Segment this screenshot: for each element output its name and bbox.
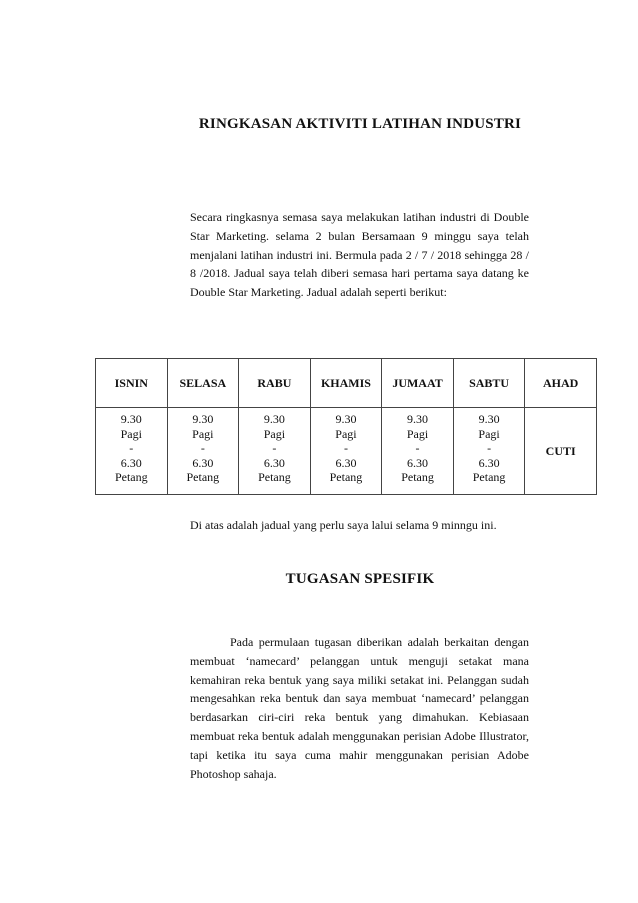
schedule-note: Di atas adalah jadual yang perlu saya lalui selama 9 minngu ini. <box>190 518 497 532</box>
time-end: 6.30 <box>335 455 357 470</box>
day-header: KHAMIS <box>310 359 382 408</box>
time-cell <box>382 408 454 495</box>
time-start: 9.30 <box>407 412 429 426</box>
task-paragraph: Pada permulaan tugasan diberikan adalah berkaitan dengan membuat ‘namecard’ pelanggan untuk menguji setakat mana kemahiran reka bentuk yang saya miliki setakat ini. Pelanggan sudah mengesahkan reka bentuk dan saya membuat ‘namecard’ pelanggan berdasarkan ciri-ciri reka bentuk yang dimahukan. Kebiasaan membuat reka bentuk adalah menggunakan perisian Adobe Illustrator, tapi ketika itu saya cuma mahir menggunakan perisian Adobe Photoshop sahaja. <box>190 635 529 781</box>
time-start: 9.30 <box>120 412 142 426</box>
day-header: SABTU <box>453 359 525 408</box>
section-title: TUGASAN SPESIFIK <box>285 571 435 587</box>
time-end-period: Petang <box>114 470 148 485</box>
time-end-period: Petang <box>186 470 220 485</box>
time-start: 9.30 <box>192 412 214 426</box>
day-header: RABU <box>239 359 311 408</box>
time-end-period: Petang <box>329 470 363 485</box>
schedule-table <box>95 358 597 495</box>
time-end: 6.30 <box>120 455 142 470</box>
time-start-period: Pagi <box>335 426 357 441</box>
schedule-header-row <box>96 359 597 408</box>
time-separator: - <box>272 441 277 456</box>
day-header: AHAD <box>525 359 597 408</box>
time-end: 6.30 <box>478 455 500 470</box>
day-header: ISNIN <box>96 359 168 408</box>
time-end-period: Petang <box>401 470 434 485</box>
day-header: SELASA <box>167 359 239 408</box>
time-start-period: Pagi <box>478 426 500 441</box>
time-separator: - <box>415 441 420 456</box>
time-start-period: Pagi <box>192 426 214 441</box>
time-cell <box>96 408 168 495</box>
time-separator: - <box>487 441 492 456</box>
schedule-time-row <box>96 408 597 495</box>
time-end-period: Petang <box>472 470 506 485</box>
time-end: 6.30 <box>263 455 285 470</box>
time-separator: - <box>129 441 134 456</box>
time-end: 6.30 <box>407 455 429 470</box>
time-separator: - <box>343 441 348 456</box>
intro-paragraph: Secara ringkasnya semasa saya melakukan latihan industri di Double Star Marketing. selama 2 bulan Bersamaan 9 minggu saya telah menjalani latihan industri ini. Bermula pada 2 / 7 / 2018 sehingga 28 / 8 /2018. Jadual saya telah diberi semasa hari pertama saya datang ke Double Star Marketing. Jadual adalah seperti berikut: <box>190 210 529 300</box>
time-start: 9.30 <box>478 412 500 426</box>
time-start-period: Pagi <box>263 426 286 441</box>
time-start: 9.30 <box>263 412 285 426</box>
time-start-period: Pagi <box>120 426 142 441</box>
time-start: 9.30 <box>335 412 357 426</box>
time-end: 6.30 <box>192 455 214 470</box>
time-end-period: Petang <box>258 470 291 485</box>
time-start-period: Pagi <box>406 426 429 441</box>
time-separator: - <box>200 441 205 456</box>
time-cell <box>239 408 311 495</box>
time-cell <box>453 408 525 495</box>
page-title: RINGKASAN AKTIVITI LATIHAN INDUSTRI <box>198 116 522 132</box>
off-day-cell: CUTI <box>525 408 597 495</box>
time-cell <box>310 408 382 495</box>
day-header: JUMAAT <box>382 359 454 408</box>
time-cell <box>167 408 239 495</box>
